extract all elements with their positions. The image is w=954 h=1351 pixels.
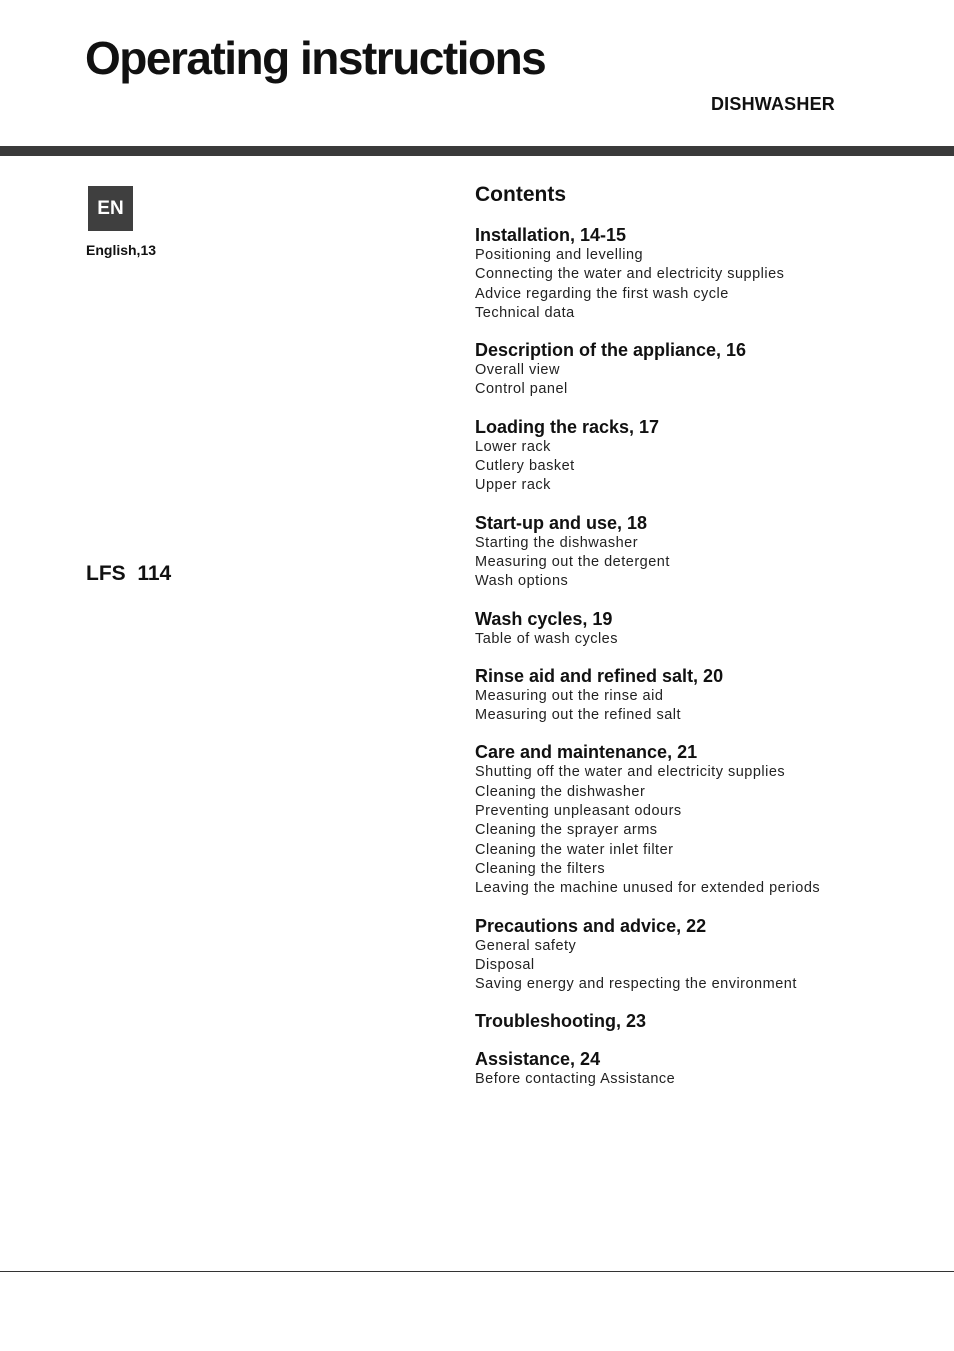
contents-section-title[interactable]: Wash cycles, 19	[475, 608, 613, 629]
contents-subitem[interactable]: Cleaning the sprayer arms	[475, 822, 658, 839]
contents-subitem[interactable]: Overall view	[475, 362, 560, 379]
contents-section	[475, 916, 915, 995]
contents-section-title[interactable]: Care and maintenance, 21	[475, 742, 698, 763]
contents-subitem[interactable]: Cleaning the filters	[475, 860, 606, 877]
contents-section	[475, 666, 915, 726]
language-page-reference[interactable]: English,13	[86, 242, 157, 258]
footer-divider	[0, 1271, 954, 1272]
table-of-contents	[475, 181, 915, 1107]
contents-subitem[interactable]: General safety	[475, 937, 577, 954]
contents-subitem[interactable]: Lower rack	[475, 438, 551, 455]
contents-subitem[interactable]: Before contacting Assistance	[475, 1071, 676, 1088]
contents-subitem[interactable]: Starting the dishwasher	[475, 534, 639, 551]
contents-section-title[interactable]: Assistance, 24	[475, 1049, 601, 1070]
contents-subitem[interactable]: Technical data	[475, 304, 575, 321]
contents-subitem[interactable]: Preventing unpleasant odours	[475, 803, 682, 820]
contents-subitem[interactable]: Shutting off the water and electricity supplies	[475, 764, 786, 781]
contents-section-title[interactable]: Precautions and advice, 22	[475, 915, 707, 936]
contents-subitem[interactable]: Disposal	[475, 956, 535, 973]
contents-section	[475, 417, 915, 496]
contents-section-title[interactable]: Troubleshooting, 23	[475, 1011, 647, 1032]
contents-section	[475, 1011, 915, 1032]
contents-subitem[interactable]: Table of wash cycles	[475, 630, 618, 647]
contents-section	[475, 513, 915, 592]
contents-subitem[interactable]: Upper rack	[475, 477, 551, 494]
header-divider-bar	[0, 146, 954, 156]
contents-subitem[interactable]: Control panel	[475, 381, 568, 398]
contents-subitem[interactable]: Saving energy and respecting the environment	[475, 976, 797, 993]
contents-subitem[interactable]: Leaving the machine unused for extended periods	[475, 880, 821, 897]
contents-subitem[interactable]: Measuring out the refined salt	[475, 707, 682, 724]
contents-section	[475, 742, 915, 898]
contents-section-title[interactable]: Installation, 14-15	[475, 225, 627, 245]
contents-subitem[interactable]: Cleaning the water inlet filter	[475, 841, 674, 858]
contents-section-title[interactable]: Rinse aid and refined salt, 20	[475, 665, 724, 686]
language-badge[interactable]: EN	[88, 186, 133, 231]
product-type-label: DISHWASHER	[710, 94, 835, 114]
contents-heading: Contents	[475, 183, 566, 206]
contents-section-title[interactable]: Description of the appliance, 16	[475, 340, 747, 361]
contents-subitem[interactable]: Measuring out the detergent	[475, 553, 670, 570]
contents-subitem[interactable]: Wash options	[475, 573, 569, 590]
model-number: LFS 114	[86, 562, 172, 585]
contents-subitem[interactable]: Cleaning the dishwasher	[475, 783, 646, 800]
contents-section	[475, 1049, 915, 1089]
contents-subitem[interactable]: Connecting the water and electricity supplies	[475, 266, 785, 283]
contents-subitem[interactable]: Positioning and levelling	[475, 247, 644, 263]
contents-sections	[475, 225, 915, 1090]
contents-section-title[interactable]: Start-up and use, 18	[475, 512, 648, 533]
contents-section	[475, 225, 915, 323]
contents-subitem[interactable]: Measuring out the rinse aid	[475, 687, 664, 704]
contents-subitem[interactable]: Cutlery basket	[475, 458, 575, 475]
page-title: Operating instructions	[85, 32, 546, 84]
contents-subitem[interactable]: Advice regarding the first wash cycle	[475, 285, 729, 302]
contents-section	[475, 340, 915, 400]
contents-section	[475, 609, 915, 649]
contents-section-title[interactable]: Loading the racks, 17	[475, 416, 660, 437]
